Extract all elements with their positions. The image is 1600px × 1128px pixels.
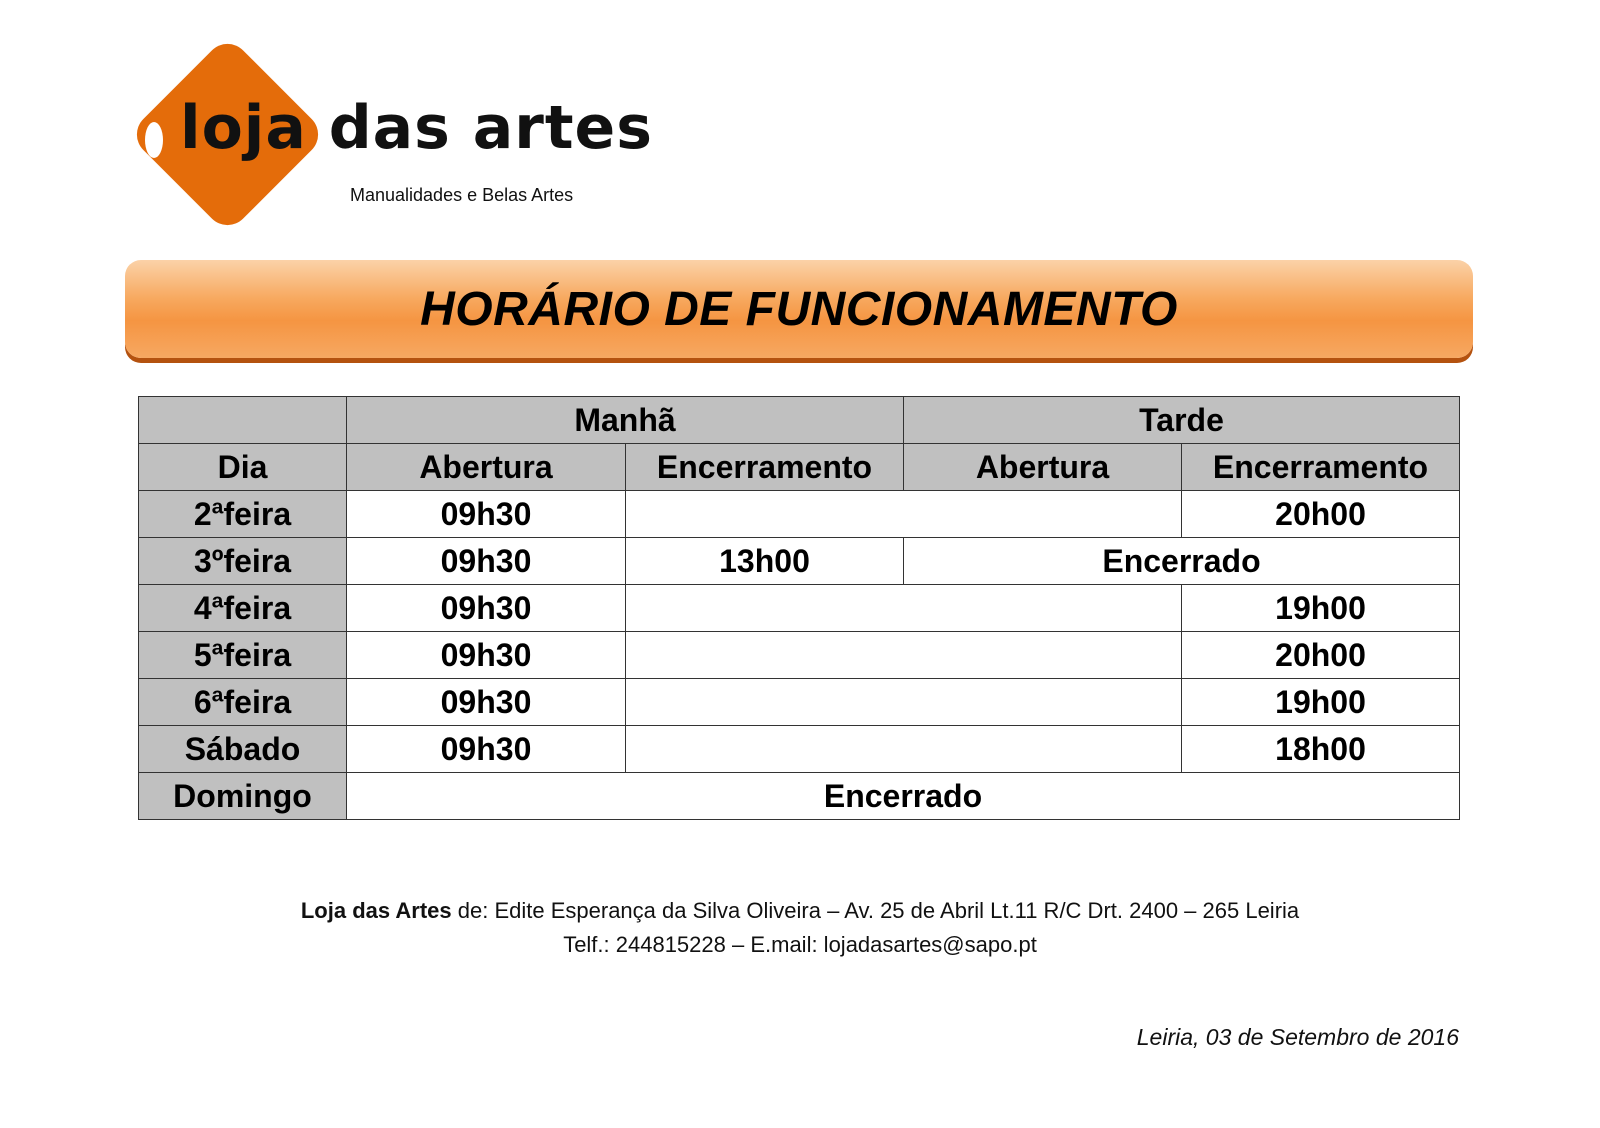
table-row (139, 632, 1460, 679)
midday-closing-time-cell: 13h00 (626, 538, 904, 585)
title-banner (125, 260, 1473, 358)
day-cell: 6ªfeira (139, 679, 347, 726)
table-row (139, 585, 1460, 632)
footer-address: de: Edite Esperança da Silva Oliveira – Av. 25 de Abril Lt.11 R/C Drt. 2400 – 265 Leiria (451, 898, 1300, 923)
continuous-hours-cell (626, 585, 1182, 632)
logo-tagline: Manualidades e Belas Artes (350, 185, 574, 205)
opening-time-cell: 09h30 (347, 585, 626, 632)
footer-address-line (0, 894, 1600, 928)
continuous-hours-cell (626, 632, 1182, 679)
day-cell: Domingo (139, 773, 347, 820)
table-row (139, 491, 1460, 538)
column-header-afternoon-open: Abertura (904, 444, 1182, 491)
column-header-morning-close: Encerramento (626, 444, 904, 491)
footer-contact: Telf.: 244815228 – E.mail: lojadasartes@sapo.pt (563, 932, 1037, 957)
corner-cell (139, 397, 347, 444)
footer-company-name: Loja das Artes (300, 898, 452, 923)
opening-time-cell: 09h30 (347, 632, 626, 679)
closing-time-cell: 20h00 (1182, 491, 1460, 538)
footer (0, 894, 1600, 962)
table-row (139, 726, 1460, 773)
day-cell: 2ªfeira (139, 491, 347, 538)
closing-time-cell: 19h00 (1182, 585, 1460, 632)
opening-time-cell: 09h30 (347, 726, 626, 773)
day-cell: 4ªfeira (139, 585, 347, 632)
opening-time-cell: 09h30 (347, 491, 626, 538)
opening-time-cell: 09h30 (347, 679, 626, 726)
column-header-afternoon-close: Encerramento (1182, 444, 1460, 491)
table-row (139, 679, 1460, 726)
logo-wordmark: loja das artes (180, 93, 653, 163)
group-header-morning: Manhã (347, 397, 904, 444)
day-cell: 3ºfeira (139, 538, 347, 585)
closed-all-day-cell: Encerrado (347, 773, 1460, 820)
day-cell: Sábado (139, 726, 347, 773)
document-date: Leiria, 03 de Setembro de 2016 (1136, 1024, 1459, 1050)
logo-dot (145, 122, 163, 158)
table-row (139, 538, 1460, 585)
column-header-morning-open: Abertura (347, 444, 626, 491)
closing-time-cell: 20h00 (1182, 632, 1460, 679)
continuous-hours-cell (626, 679, 1182, 726)
column-header-day: Dia (139, 444, 347, 491)
group-header-afternoon: Tarde (904, 397, 1460, 444)
opening-time-cell: 09h30 (347, 538, 626, 585)
continuous-hours-cell (626, 491, 1182, 538)
schedule-table (138, 396, 1460, 820)
page-title: HORÁRIO DE FUNCIONAMENTO (420, 282, 1178, 336)
closing-time-cell: 19h00 (1182, 679, 1460, 726)
column-header-row (139, 444, 1460, 491)
afternoon-closed-cell: Encerrado (904, 538, 1460, 585)
group-header-row (139, 397, 1460, 444)
closing-time-cell: 18h00 (1182, 726, 1460, 773)
continuous-hours-cell (626, 726, 1182, 773)
table-row (139, 773, 1460, 820)
day-cell: 5ªfeira (139, 632, 347, 679)
